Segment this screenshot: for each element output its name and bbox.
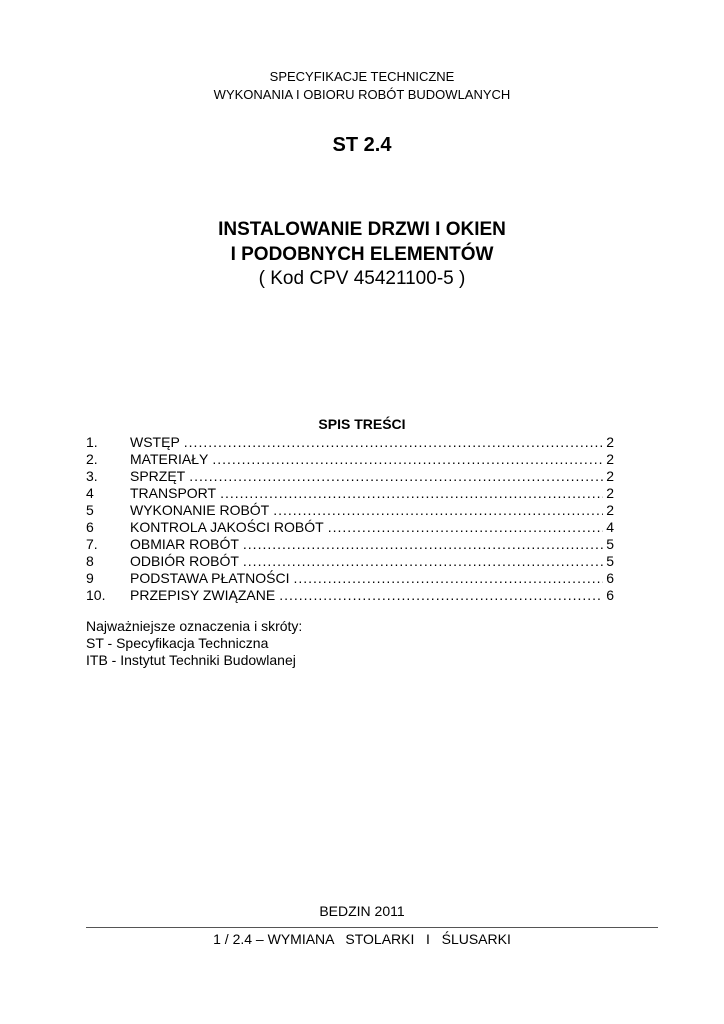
toc-item-page: 6 [606, 587, 614, 603]
toc-leader-dots [243, 536, 603, 553]
toc-item-page: 5 [606, 536, 614, 552]
toc-item [86, 434, 614, 451]
toc-item-number: 1. [86, 434, 98, 450]
toc-item [86, 519, 614, 536]
toc-item-page: 2 [606, 468, 614, 484]
cpv-code: ( Kod CPV 45421100-5 ) [258, 268, 466, 289]
toc-item-label: WYKONANIE ROBÓT [130, 502, 270, 518]
toc-item-number: 2. [86, 451, 98, 467]
toc-item-label: OBMIAR ROBÓT [130, 536, 239, 552]
toc-leader-dots [212, 451, 603, 468]
toc-item [86, 451, 614, 468]
st-number: ST 2.4 [332, 134, 392, 156]
toc-item-label: ODBIÓR ROBÓT [130, 553, 239, 569]
toc-item-number: 8 [86, 553, 94, 569]
place-date: BEDZIN 2011 [319, 903, 405, 919]
title-line-1: INSTALOWANIE DRZWI I OKIEN [218, 219, 506, 240]
toc-leader-dots [273, 502, 603, 519]
toc-item-number: 3. [86, 468, 98, 484]
table-of-contents [86, 434, 614, 604]
toc-item-page: 5 [606, 553, 614, 569]
toc-leader-dots [279, 587, 603, 604]
toc-item-page: 4 [606, 519, 614, 535]
toc-item [86, 468, 614, 485]
toc-item-label: MATERIAŁY [130, 451, 209, 467]
toc-leader-dots [243, 553, 603, 570]
toc-leader-dots [328, 519, 604, 536]
toc-item-label: PRZEPISY ZWIĄZANE [130, 587, 276, 603]
header-line-2: WYKONANIA I OBIORU ROBÓT BUDOWLANYCH [213, 87, 511, 102]
header-line-1: SPECYFIKACJE TECHNICZNE [269, 69, 455, 84]
toc-item-label: TRANSPORT [130, 485, 217, 501]
toc-item-page: 2 [606, 434, 614, 450]
toc-item-page: 2 [606, 485, 614, 501]
toc-item-label: SPRZĘT [130, 468, 186, 484]
abbreviations-heading: Najważniejsze oznaczenia i skróty: [86, 618, 303, 634]
footer-divider [86, 927, 658, 928]
toc-item [86, 553, 614, 570]
toc-item [86, 587, 614, 604]
toc-item-number: 6 [86, 519, 94, 535]
toc-item-page: 2 [606, 502, 614, 518]
toc-item [86, 502, 614, 519]
page-footer: 1 / 2.4 – WYMIANA STOLARKI I ŚLUSARKI [213, 931, 511, 947]
abbreviation-item: ITB - Instytut Techniki Budowlanej [86, 652, 296, 668]
toc-item-label: KONTROLA JAKOŚCI ROBÓT [130, 519, 324, 535]
toc-item [86, 570, 614, 587]
toc-item-number: 5 [86, 502, 94, 518]
toc-leader-dots [220, 485, 603, 502]
toc-heading: SPIS TREŚCI [318, 416, 406, 432]
toc-item-number: 10. [86, 587, 106, 603]
abbreviation-item: ST - Specyfikacja Techniczna [86, 635, 269, 651]
toc-leader-dots [189, 468, 603, 485]
toc-leader-dots [184, 434, 603, 451]
abbreviations [86, 618, 302, 669]
toc-leader-dots [293, 570, 603, 587]
toc-item-page: 6 [606, 570, 614, 586]
toc-item-number: 9 [86, 570, 94, 586]
toc-item [86, 536, 614, 553]
toc-item-number: 7. [86, 536, 98, 552]
toc-item-number: 4 [86, 485, 94, 501]
toc-item-label: WSTĘP [130, 434, 180, 450]
toc-item-label: PODSTAWA PŁATNOŚCI [130, 570, 290, 586]
toc-item [86, 485, 614, 502]
toc-item-page: 2 [606, 451, 614, 467]
title-line-2: I PODOBNYCH ELEMENTÓW [230, 244, 494, 265]
